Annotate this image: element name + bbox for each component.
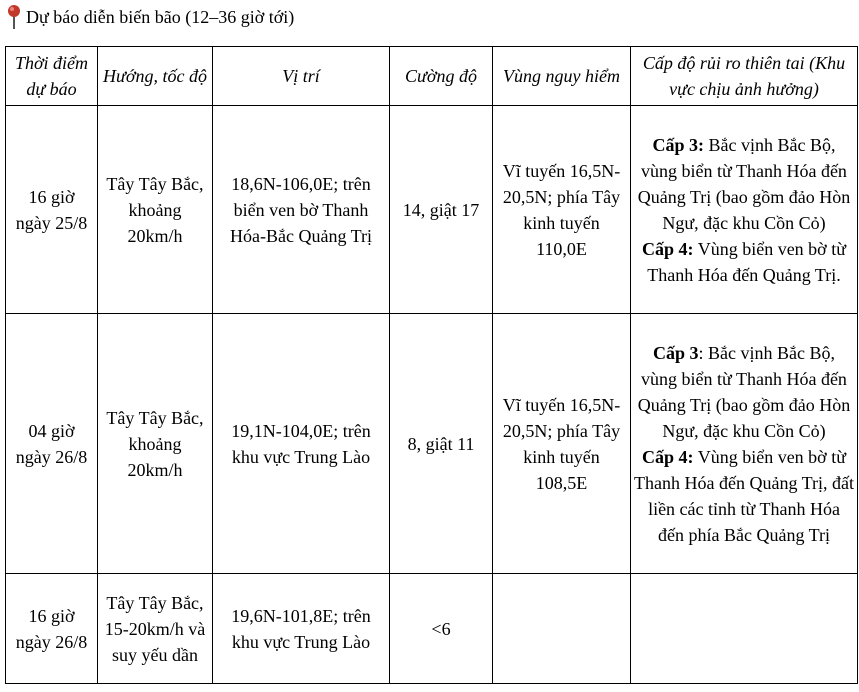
page-heading (5, 3, 294, 31)
cell-position: 19,6N-101,8E; trên khu vực Trung Lào (213, 574, 390, 684)
cell-time: 16 giờ ngày 25/8 (6, 106, 98, 314)
risk-level-label: Cấp 3 (653, 342, 699, 363)
cell-direction: Tây Tây Bắc, khoảng 20km/h (98, 314, 213, 574)
cell-time: 04 giờ ngày 26/8 (6, 314, 98, 574)
header-danger-zone: Vùng nguy hiểm (493, 47, 631, 106)
cell-risk-level (631, 574, 858, 684)
risk-level-4 (634, 236, 854, 288)
cell-danger-zone: Vĩ tuyến 16,5N-20,5N; phía Tây kinh tuyến 110,0E (493, 106, 631, 314)
risk-level-text: : Bắc vịnh Bắc Bộ, vùng biển từ Thanh Hóa đến Quảng Trị (bao gồm đảo Hòn Ngư, đặc khu Cồn Cỏ) (637, 342, 851, 441)
risk-level-text: Vùng biển ven bờ từ Thanh Hóa đến Quảng Trị, đất liền các tỉnh từ Thanh Hóa đến phía Bắc Quảng Trị (634, 446, 854, 545)
cell-risk-level (631, 314, 858, 574)
cell-intensity: 14, giật 17 (390, 106, 493, 314)
risk-level-label: Cấp 3: (652, 134, 705, 155)
cell-intensity: 8, giật 11 (390, 314, 493, 574)
header-risk-level: Cấp độ rủi ro thiên tai (Khu vực chịu ảnh hưởng) (631, 47, 858, 106)
cell-position: 19,1N-104,0E; trên khu vực Trung Lào (213, 314, 390, 574)
cell-danger-zone: Vĩ tuyến 16,5N-20,5N; phía Tây kinh tuyến 108,5E (493, 314, 631, 574)
heading-text: Dự báo diễn biến bão (12–36 giờ tới) (26, 6, 295, 27)
risk-level-text: Vùng biển ven bờ từ Thanh Hóa đến Quảng Trị. (647, 238, 846, 285)
risk-level-3 (634, 340, 854, 444)
cell-position: 18,6N-106,0E; trên biển ven bờ Thanh Hóa-Bắc Quảng Trị (213, 106, 390, 314)
header-time: Thời điểm dự báo (6, 47, 98, 106)
cell-time: 16 giờ ngày 26/8 (6, 574, 98, 684)
risk-level-text: Bắc vịnh Bắc Bộ, vùng biển từ Thanh Hóa đến Quảng Trị (bao gồm đảo Hòn Ngư, đặc khu Cồn Cỏ) (637, 134, 851, 233)
table-row (6, 106, 858, 314)
cell-direction: Tây Tây Bắc, 15-20km/h và suy yếu dần (98, 574, 213, 684)
pushpin-icon (5, 4, 23, 30)
header-position: Vị trí (213, 47, 390, 106)
header-intensity: Cường độ (390, 47, 493, 106)
table-row (6, 314, 858, 574)
cell-direction: Tây Tây Bắc, khoảng 20km/h (98, 106, 213, 314)
cell-intensity: <6 (390, 574, 493, 684)
cell-danger-zone (493, 574, 631, 684)
cell-risk-level (631, 106, 858, 314)
risk-level-3 (634, 132, 854, 236)
risk-level-4 (634, 444, 854, 548)
risk-level-label: Cấp 4: (642, 238, 694, 259)
table-row (6, 574, 858, 684)
table-header-row (6, 47, 858, 106)
forecast-table (5, 46, 858, 684)
header-direction: Hướng, tốc độ (98, 47, 213, 106)
pushpin-head (8, 5, 20, 17)
risk-level-label: Cấp 4: (642, 446, 694, 467)
